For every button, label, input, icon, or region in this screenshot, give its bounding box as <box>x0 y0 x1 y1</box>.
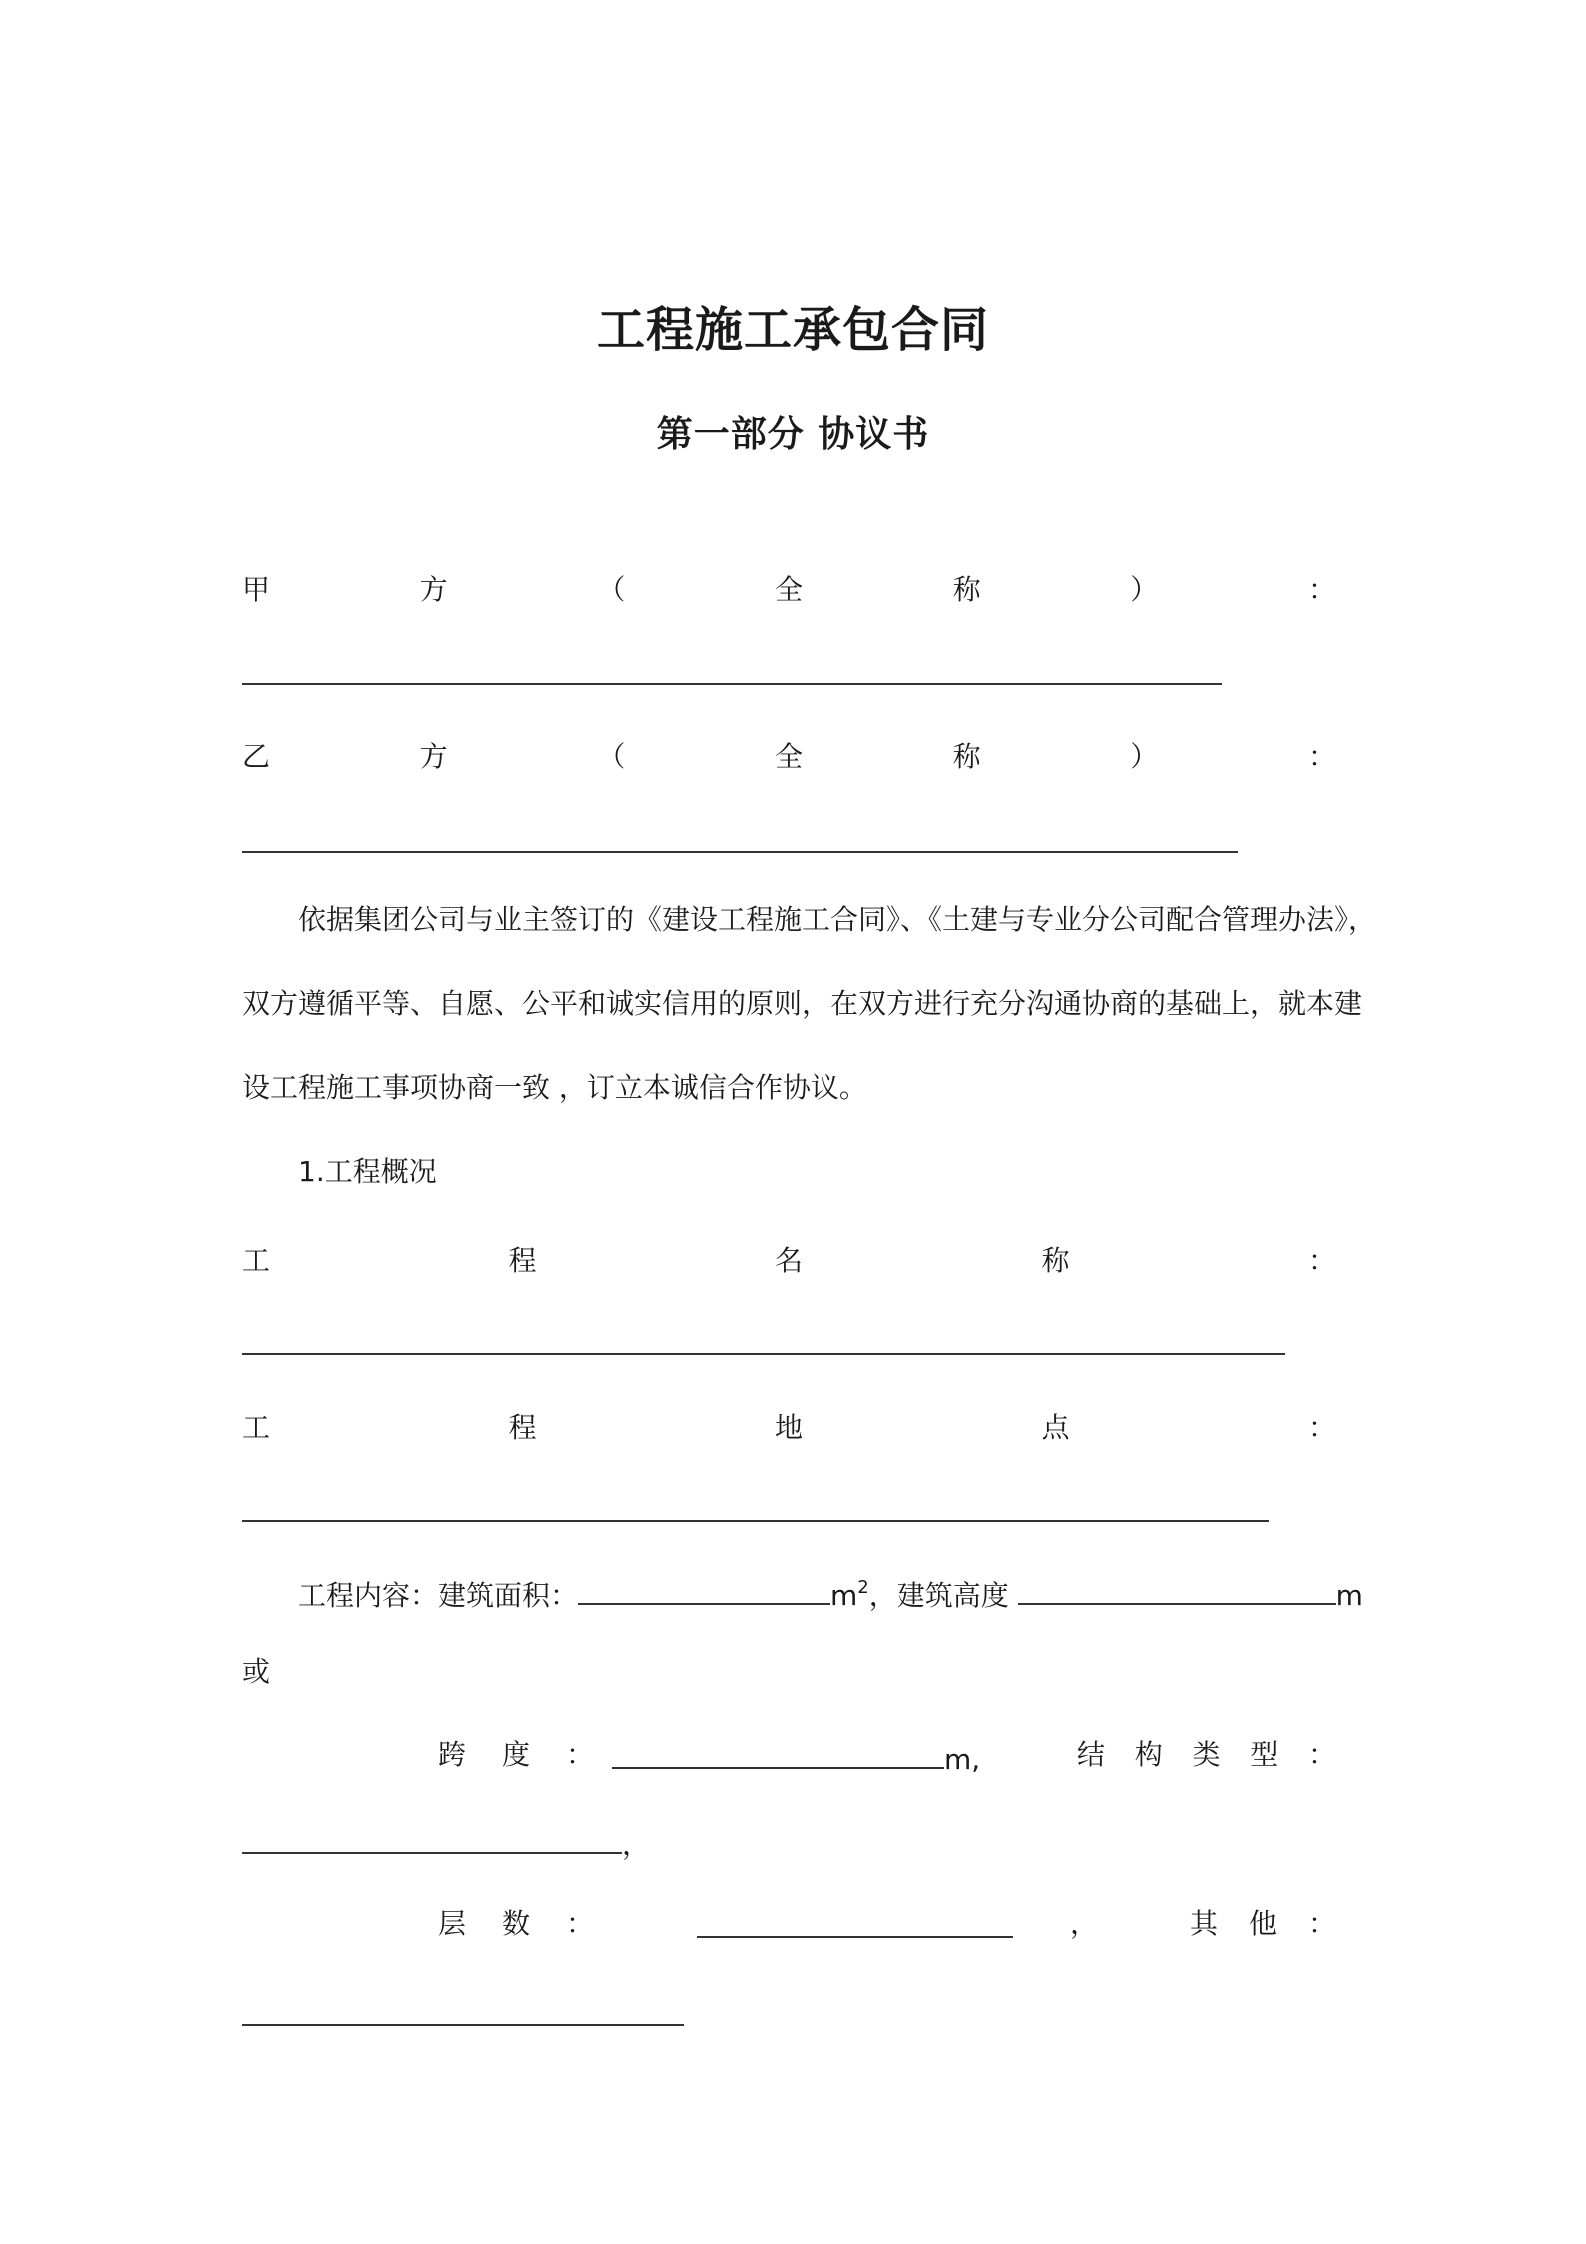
party-b-label <box>242 737 1336 773</box>
party-a-char: 甲 <box>242 573 271 606</box>
structure-char: 型 <box>1250 1738 1279 1771</box>
content-or: 或 <box>242 1655 271 1688</box>
height-fill-line[interactable] <box>1018 1577 1336 1605</box>
span-char: 跨 <box>438 1738 467 1771</box>
party-a-char: ） <box>1130 573 1159 606</box>
floors-fill-line[interactable] <box>697 1910 1013 1938</box>
intro-line-3: 设工程施工事项协商一致 ，订立本诚信合作协议。 <box>242 1071 867 1104</box>
project-site-char: ： <box>1307 1411 1336 1444</box>
span-value <box>612 1741 980 1774</box>
span-label <box>438 1738 595 1771</box>
project-site-char: 工 <box>242 1411 271 1444</box>
party-a-char: 方 <box>419 573 448 606</box>
party-b-char: 称 <box>952 740 981 773</box>
party-b-char: 乙 <box>242 740 271 773</box>
floors-char: ： <box>566 1907 595 1940</box>
floors-char: 层 <box>438 1907 467 1940</box>
project-name-char: 名 <box>774 1244 803 1277</box>
party-b-char: 全 <box>774 740 803 773</box>
project-name-fill-line[interactable] <box>242 1353 1285 1355</box>
floors-comma: ， <box>1070 1907 1099 1940</box>
structure-type-label <box>1077 1738 1336 1771</box>
floors-value <box>697 1910 1013 1943</box>
project-name-label <box>242 1241 1336 1277</box>
height-label: ，建筑高度 <box>868 1579 1009 1612</box>
intro-line-2: 双方遵循平等、自愿、公平和诚实信用的原则，在双方进行充分沟通协商的基础上，就本建 <box>242 987 1363 1020</box>
party-b-char: （ <box>597 740 626 773</box>
party-a-char: 全 <box>774 573 803 606</box>
party-a-char: （ <box>597 573 626 606</box>
project-site-fill-line[interactable] <box>242 1520 1269 1522</box>
span-char: 度 <box>502 1738 531 1771</box>
intro-line-1: 依据集团公司与业主签订的《建设工程施工合同》、《土建与专业分公司配合管理办法》， <box>298 903 1377 936</box>
content-label: 工程内容：建筑面积： <box>298 1579 579 1612</box>
structure-type-fill-line[interactable] <box>242 1826 622 1854</box>
party-a-label <box>242 570 1336 606</box>
project-name-char: 称 <box>1041 1244 1070 1277</box>
content-row <box>298 1577 1363 1610</box>
area-unit-superscript: 2 <box>857 1577 869 1598</box>
area-fill-line[interactable] <box>578 1577 830 1605</box>
party-b-fill-line[interactable] <box>242 851 1238 853</box>
other-char: 其 <box>1190 1907 1219 1940</box>
structure-char: 类 <box>1192 1738 1221 1771</box>
other-label <box>1190 1907 1336 1940</box>
structure-char: ： <box>1307 1738 1336 1771</box>
other-char: ： <box>1307 1907 1336 1940</box>
floors-char: 数 <box>502 1907 531 1940</box>
structure-trail: ， <box>622 1828 651 1861</box>
project-name-char: ： <box>1307 1244 1336 1277</box>
section-1-heading: 1.工程概况 <box>298 1155 437 1188</box>
structure-char: 构 <box>1134 1738 1163 1771</box>
party-a-fill-line[interactable] <box>242 683 1222 685</box>
project-site-char: 程 <box>508 1411 537 1444</box>
party-b-char: ： <box>1307 740 1336 773</box>
other-fill-line[interactable] <box>242 2024 684 2026</box>
floors-label <box>438 1907 595 1940</box>
party-b-char: 方 <box>419 740 448 773</box>
span-char: ： <box>566 1738 595 1771</box>
document-subtitle: 第一部分 协议书 <box>656 414 930 455</box>
project-site-char: 地 <box>774 1411 803 1444</box>
span-unit: m, <box>944 1743 981 1776</box>
structure-type-value <box>242 1826 650 1859</box>
height-unit: m <box>1335 1579 1363 1612</box>
project-site-char: 点 <box>1041 1411 1070 1444</box>
structure-char: 结 <box>1077 1738 1106 1771</box>
project-name-char: 工 <box>242 1244 271 1277</box>
other-char: 他 <box>1248 1907 1277 1940</box>
party-a-char: 称 <box>952 573 981 606</box>
project-site-label <box>242 1408 1336 1444</box>
document-title: 工程施工承包合同 <box>596 302 989 358</box>
span-fill-line[interactable] <box>612 1741 944 1769</box>
party-a-char: ： <box>1307 573 1336 606</box>
party-b-char: ） <box>1130 740 1159 773</box>
project-name-char: 程 <box>508 1244 537 1277</box>
area-unit: m <box>830 1579 858 1612</box>
